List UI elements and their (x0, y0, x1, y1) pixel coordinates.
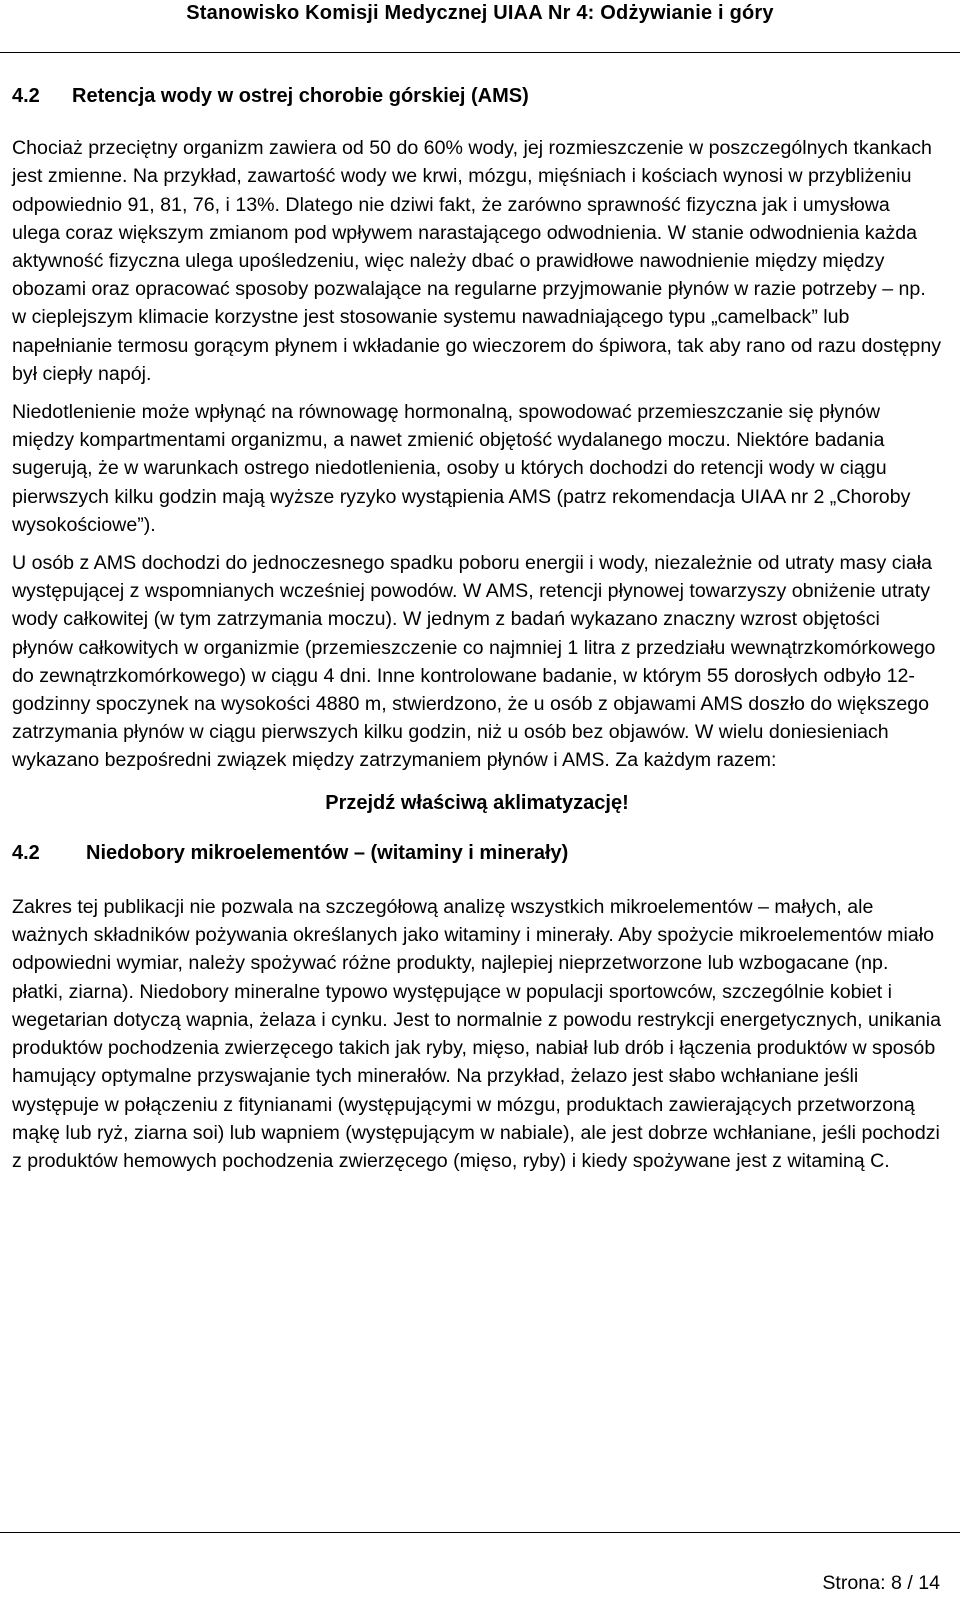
footer-divider (0, 1532, 960, 1533)
paragraph: Chociaż przeciętny organizm zawiera od 50 do 60% wody, jej rozmieszczenie w poszczególnych tkankach jest zmienne. Na przykład, zawartość wody we krwi, mózgu, mięśniach i kościach wynosi w przybliżeniu odpowiednio 91, 81, 76, i 13%. Dlatego nie dziwi fakt, że zarówno sprawność fizyczna jak i umysłowa ulega coraz większym zmianom pod wpływem narastającego odwodnienia. W stanie odwodnienia każda aktywność fizyczna ulega upośledzeniu, więc należy dbać o prawidłowe nawodnienie między między obozami oraz opracować sposoby pozwalające na regularne przyjmowanie płynów w razie potrzeby – np. w cieplejszym klimacie korzystne jest stosowanie systemu nawadniającego typu „camelback” lub napełnianie termosu gorącym płynem i wkładanie go wieczorem do śpiwora, tak aby rano od razu dostępny był ciepły napój. (12, 137, 942, 385)
header-divider (0, 52, 960, 53)
page-number: Strona: 8 / 14 (822, 1572, 940, 1594)
section-title: Retencja wody w ostrej chorobie górskiej (AMS) (72, 85, 529, 107)
section-heading-micronutrients (12, 839, 942, 867)
section-heading-water-retention (12, 82, 942, 110)
section-number: 4.2 (12, 841, 40, 864)
section-number: 4.2 (12, 85, 40, 107)
paragraph: Zakres tej publikacji nie pozwala na szczegółową analizę wszystkich mikroelementów – małych, ale ważnych składników pożywania określanych jako witaminy i minerały. Aby spożycie mikroelementów miało odpowiedni wymiar, należy spożywać różne produkty, najlepiej nieprzetworzone lub wzbogacane (np. płatki, ziarna). Niedobory mineralne typowo występujące w populacji sportowców, szczególnie kobiet i wegetarian dotyczą wapnia, żelaza i cynku. Jest to normalnie z powodu restrykcji energetycznych, unikania produktów pochodzenia zwierzęcego takich jak ryby, mięso, nabiał lub drób i łączenia produktów w sposób hamujący optymalne przyswajanie tych minerałów. Na przykład, żelazo jest słabo wchłaniane jeśli występuje w połączeniu z fitynianami (występującymi w mózgu, produktach zawierających przetworzoną mąkę lub ryż, ziarna soi) lub wapniem (występującym w nabiale), ale jest dobrze wchłaniane, jeśli pochodzi z produktów hemowych pochodzenia zwierzęcego (mięso, ryby) i kiedy spożywane jest z witaminą C. (12, 896, 942, 1172)
page-header (0, 0, 960, 53)
section-title: Niedobory mikroelementów – (witaminy i minerały) (86, 841, 569, 864)
document-title: Stanowisko Komisji Medycznej UIAA Nr 4: Odżywianie i góry (186, 2, 774, 24)
paragraph: Niedotlenienie może wpłynąć na równowagę hormonalną, spowodować przemieszczanie się płynów między kompartmentami organizmu, a nawet zmienić objętość wydalanego moczu. Niektóre badania sugerują, że w warunkach ostrego niedotlenienia, osoby u których dochodzi do retencji wody w ciągu pierwszych kilku godzin mają wyższe ryzyko wystąpienia AMS (patrz rekomendacja UIAA nr 2 „Choroby wysokościowe”). (12, 401, 911, 536)
acclimatization-callout: Przejdź właściwą aklimatyzację! (325, 791, 629, 814)
document-body (12, 82, 942, 1185)
paragraph: U osób z AMS dochodzi do jednoczesnego spadku poboru energii i wody, niezależnie od utraty masy ciała występującej z wspomnianych wcześniej powodów. W AMS, retencji płynowej towarzyszy obniżenie utraty wody całkowitej (w tym zatrzymania moczu). W jednym z badań wykazano znaczny wzrost objętości płynów całkowitych w organizmie (przemieszczenie co najmniej 1 litra z przedziału wewnątrzkomórkowego do zewnątrzkomórkowego) w ciągu 4 dni. Inne kontrolowane badanie, w którym 55 dorosłych odbyło 12-godzinny spoczynek na wysokości 4880 m, stwierdzono, że u osób z objawami AMS doszło do większego zatrzymania płynów w ciągu pierwszych kilku godzin, niż u osób bez objawów. W wielu doniesieniach wykazano bezpośredni związek między zatrzymaniem płynów i AMS. Za każdym razem: (12, 552, 936, 772)
